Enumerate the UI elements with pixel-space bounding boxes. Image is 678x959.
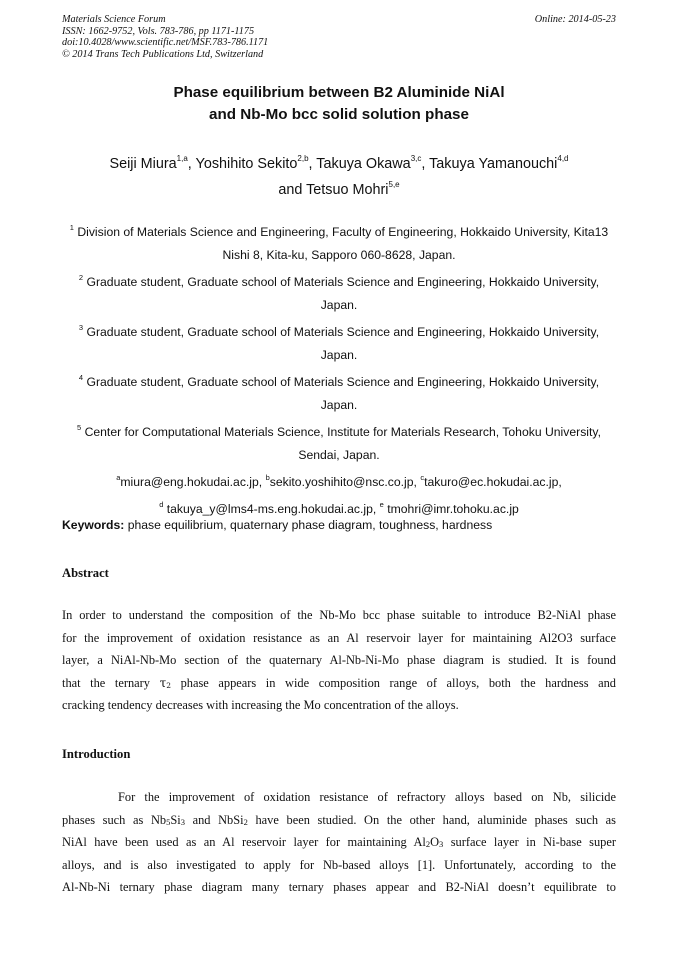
authors-line-2 — [40, 175, 638, 201]
email-mark: c — [420, 473, 425, 483]
doi-line: doi:10.4028/www.scientific.net/MSF.783-786.1171 — [62, 37, 269, 49]
abstract-line: layer, a NiAl-Nb-Mo section of the quaternary Al-Nb-Ni-Mo phase diagram is studied. It is found — [62, 653, 616, 667]
affiliation-line: Graduate student, Graduate school of Materials Science and Engineering, Hokkaido University, — [86, 375, 600, 390]
intro-line: For the improvement of oxidation resistance of refractory alloys based on Nb, silicide — [118, 790, 616, 804]
intro-line — [62, 831, 616, 854]
author-separator: , — [421, 155, 430, 172]
affiliation-line: Japan. — [320, 348, 358, 363]
abstract-text: that the ternary — [62, 675, 150, 690]
author-separator: , — [187, 155, 196, 172]
author-affiliation-mark: 5,e — [388, 179, 400, 189]
intro-text: phases such as Nb — [62, 812, 167, 827]
author-conjunction: and — [278, 181, 307, 198]
authors-line-1 — [40, 149, 638, 175]
affiliation-line: Graduate student, Graduate school of Materials Science and Engineering, Hokkaido University, — [86, 325, 600, 340]
email-mark: e — [379, 500, 384, 510]
author-name: Seiji Miura — [109, 155, 177, 172]
affiliation-line: Japan. — [320, 298, 358, 313]
author-affiliation-mark: 2,b — [297, 154, 309, 163]
keywords-line — [62, 516, 616, 534]
abstract-text: phase appears in wide composition range of alloys, both the hardness and — [180, 675, 616, 690]
email-address: miura@eng.hokudai.ac.jp, — [120, 475, 263, 490]
abstract-line: for the improvement of oxidation resistance as an Al reservoir layer for maintaining Al2O3 surface — [62, 630, 616, 645]
affiliation-line: Center for Computational Materials Science, Institute for Materials Research, Tohoku University, — [84, 425, 601, 440]
running-header — [62, 14, 616, 60]
author-name: Tetsuo Mohri — [306, 181, 389, 198]
affiliation-line: Nishi 8, Kita-ku, Sapporo 060-8628, Japan. — [222, 248, 456, 263]
affiliation-number: 4 — [78, 373, 84, 383]
affiliation-line: Japan. — [320, 398, 358, 413]
author-affiliation-mark: 4,d — [557, 154, 569, 163]
abstract-heading: Abstract — [62, 566, 109, 580]
paper-title — [40, 82, 638, 126]
intro-text: O — [430, 835, 440, 849]
affiliation-number: 1 — [69, 223, 74, 232]
intro-line: Al-Nb-Ni ternary phase diagram many ternary phases appear and B2-NiAl doesn’t equilibrate to — [62, 880, 616, 894]
issn-line: ISSN: 1662-9752, Vols. 783-786, pp 1171-1175 — [62, 25, 255, 37]
email-mark: b — [265, 473, 270, 483]
subscript: 2 — [425, 839, 431, 849]
intro-text: NiAl have been used as an Al reservoir layer for maintaining Al — [62, 835, 426, 849]
affiliation — [62, 417, 616, 467]
intro-text: Si — [170, 812, 181, 827]
author-name: Takuya Okawa — [316, 155, 411, 172]
affiliation — [62, 367, 616, 417]
subscript: 2 — [243, 816, 248, 827]
author-name: Yoshihito Sekito — [195, 155, 298, 172]
author-separator: , — [308, 155, 317, 172]
intro-text: and NbSi — [192, 812, 244, 827]
affiliation-number: 2 — [78, 273, 84, 283]
online-date: Online: 2014-05-23 — [534, 14, 616, 25]
introduction-body — [62, 786, 616, 899]
author-list — [40, 149, 638, 201]
affiliation — [62, 217, 616, 267]
keywords-text: phase equilibrium, quaternary phase diagram, toughness, hardness — [127, 518, 493, 532]
abstract-line — [62, 672, 616, 695]
copyright-line: © 2014 Trans Tech Publications Ltd, Switzerland — [62, 48, 264, 60]
affiliation — [62, 267, 616, 317]
abstract-body — [62, 604, 616, 717]
intro-text: have been studied. On the other hand, aluminide phases such as — [255, 812, 616, 827]
email-address: takuro@ec.hokudai.ac.jp, — [424, 475, 562, 490]
author-name: Takuya Yamanouchi — [429, 155, 558, 172]
affiliation-list — [62, 217, 616, 521]
intro-line: alloys, and is also investigated to apply for Nb-based alloys [1]. Unfortunately, according to the — [62, 857, 616, 872]
email-address: sekito.yoshihito@nsc.co.jp, — [269, 475, 417, 490]
abstract-line: In order to understand the composition of the Nb-Mo bcc phase suitable to introduce B2-NiAl phase — [62, 608, 616, 622]
intro-text: surface layer in Ni-base super — [450, 835, 616, 849]
subscript: 3 — [180, 816, 185, 827]
author-affiliation-mark: 3,c — [410, 154, 422, 163]
intro-line — [62, 809, 616, 832]
author-affiliation-mark: 1,a — [176, 154, 188, 163]
tau-symbol — [160, 676, 171, 690]
title-line-2: and Nb-Mo bcc solid solution phase — [209, 106, 469, 123]
affiliation-number: 5 — [77, 423, 82, 433]
introduction-heading: Introduction — [62, 747, 131, 761]
abstract-line: cracking tendency decreases with increasing the Mo concentration of the alloys. — [62, 698, 459, 712]
email-line-1 — [62, 467, 616, 494]
publication-info — [62, 14, 616, 60]
affiliation-line: Division of Materials Science and Engineering, Faculty of Engineering, Hokkaido University, Kita13 — [77, 225, 609, 240]
subscript: 5 — [166, 816, 171, 827]
tau-subscript: 2 — [166, 680, 171, 690]
email-mark: d — [159, 500, 164, 510]
email-address: tmohri@imr.tohoku.ac.jp — [387, 502, 519, 517]
affiliation-line: Sendai, Japan. — [298, 448, 380, 463]
journal-name: Materials Science Forum — [62, 14, 166, 25]
keywords-label: Keywords: — [62, 518, 125, 532]
title-line-1: Phase equilibrium between B2 Aluminide NiAl — [173, 84, 505, 101]
tau-glyph: τ — [159, 675, 167, 690]
email-mark: a — [116, 473, 121, 483]
affiliation-number: 3 — [78, 323, 84, 333]
email-address: takuya_y@lms4-ms.eng.hokudai.ac.jp, — [166, 502, 377, 517]
affiliation — [62, 317, 616, 367]
subscript: 3 — [439, 839, 444, 849]
affiliation-line: Graduate student, Graduate school of Materials Science and Engineering, Hokkaido University, — [86, 275, 600, 290]
